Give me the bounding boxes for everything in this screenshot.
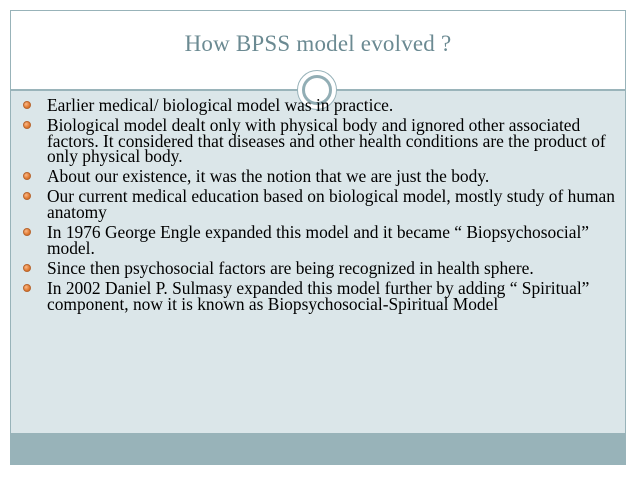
bullet-dot-icon xyxy=(23,192,31,200)
slide-title: How BPSS model evolved ? xyxy=(184,31,452,56)
bullet-list xyxy=(22,95,617,317)
footer-bar xyxy=(11,433,625,464)
bullet-item xyxy=(22,222,617,258)
bullet-item xyxy=(22,95,617,115)
bullet-item xyxy=(22,277,617,314)
bullet-dot-icon xyxy=(23,264,31,272)
bullet-item xyxy=(22,166,617,187)
bullet-item xyxy=(22,115,617,167)
bullet-text: Biological model dealt only with physical body and ignored other associated factors. It considered that diseases and other health conditions are the product of only physical body. xyxy=(47,115,606,167)
bullet-text: Our current medical education based on biological model, mostly study of human anatomy xyxy=(47,186,615,223)
bullet-dot-icon xyxy=(23,228,31,236)
bullet-item xyxy=(22,186,617,223)
bullet-text: Earlier medical/ biological model was in practice. xyxy=(47,95,394,115)
bullet-dot-icon xyxy=(23,121,31,129)
bullet-item xyxy=(22,257,617,278)
bullet-dot-icon xyxy=(23,284,31,292)
bullet-text: Since then psychosocial factors are being recognized in health sphere. xyxy=(47,257,534,278)
bullet-text: In 1976 George Engle expanded this model and it became “ Biopsychosocial” model. xyxy=(47,222,590,258)
bullet-text: In 2002 Daniel P. Sulmasy expanded this model further by adding “ Spiritual” component, now it is known as Biopsychosocial-Spiritual Model xyxy=(47,277,590,314)
bullet-dot-icon xyxy=(23,101,31,109)
bullet-text: About our existence, it was the notion that we are just the body. xyxy=(47,166,490,187)
bullet-dot-icon xyxy=(23,172,31,180)
